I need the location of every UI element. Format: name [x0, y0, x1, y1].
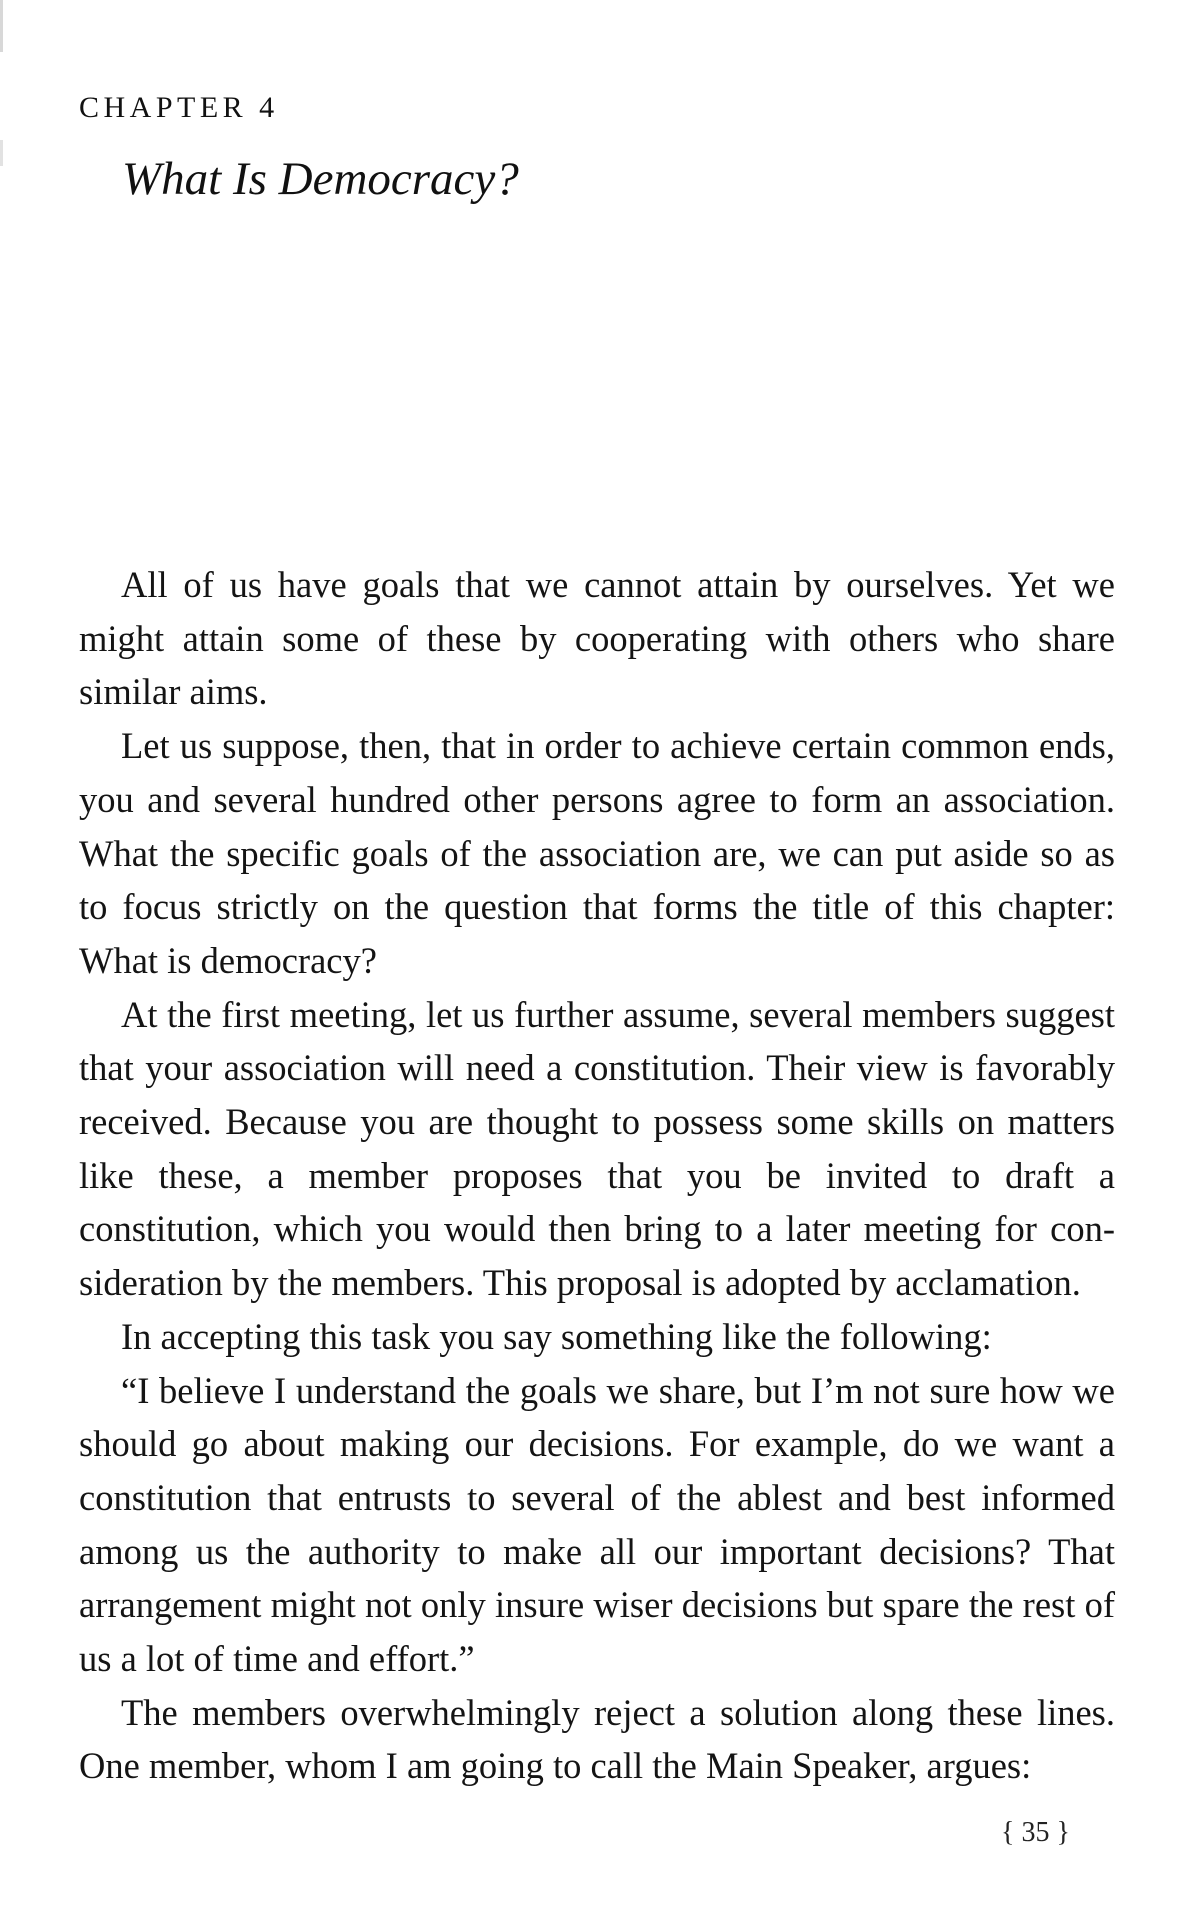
- chapter-body: [79, 558, 1115, 1793]
- paragraph: “I believe I understand the goals we share, but I’m not sure how we should go about making our decisions. For example, do we want a constitution that entrusts to several of the ablest and best informed among us the authority to make all our important decisions? That arrangement might not only insure wiser decisions but spare the rest of us a lot of time and effort.”: [79, 1369, 1115, 1680]
- page-number: { 35 }: [1001, 1817, 1070, 1848]
- paragraph: In accepting this task you say something like the following:: [121, 1315, 992, 1357]
- page-edge-mark: [0, 140, 3, 166]
- paragraph: All of us have goals that we cannot attain by ourselves. Yet we might attain some of these by cooperating with others who share similar aims.: [79, 564, 1115, 713]
- paragraph: The members overwhelmingly reject a solution along these lines. One member, whom I am going to call the Main Speaker, argues:: [79, 1691, 1115, 1787]
- paragraph: Let us suppose, then, that in order to achieve certain common ends, you and several hundred other persons agree to form an association. What the specific goals of the association are, we can put aside so as to focus strictly on the question that forms the title of this chapter: What is democracy?: [79, 725, 1115, 981]
- chapter-label: CHAPTER 4: [79, 91, 279, 124]
- chapter-title: What Is Democracy?: [122, 153, 519, 205]
- page-edge-mark: [0, 0, 3, 52]
- paragraph: At the first meeting, let us further assume, several members suggest that your association will need a constitution. Their view is favorably received. Because you are thought to possess some skills on matters like these, a member proposes that you be invited to draft a constitution, which you would then bring to a later meeting for consideration by the members. This proposal is adopted by acclamation.: [79, 993, 1115, 1304]
